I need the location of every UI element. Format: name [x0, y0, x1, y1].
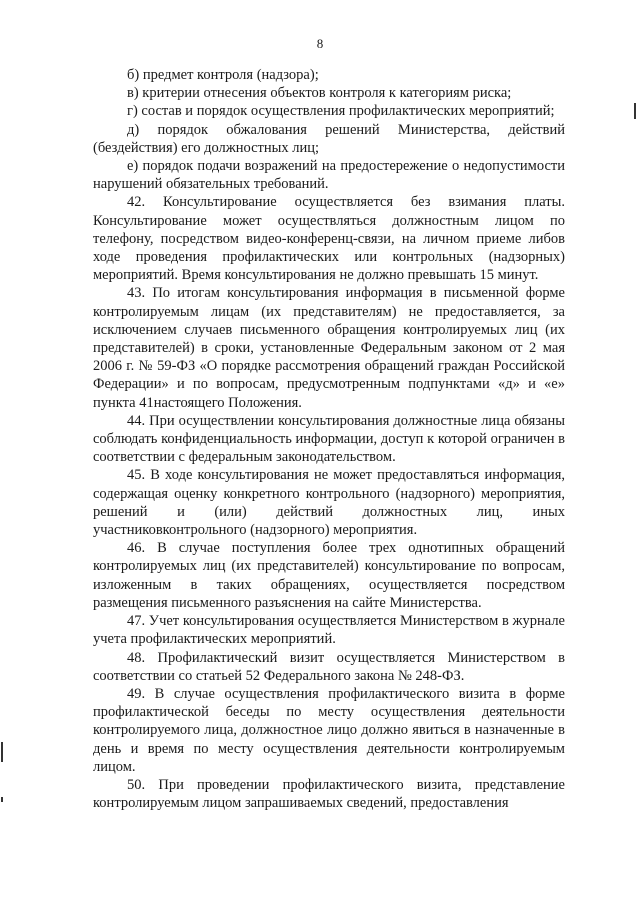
scan-margin-mark-left-small [1, 797, 3, 802]
list-item-b: б) предмет контроля (надзора); [127, 67, 319, 83]
clause-48: 48. Профилактический визит осуществляется Министерством в соответствии со статьей 52 Федерального закона № 248-ФЗ. [93, 649, 565, 684]
clause-49: 49. В случае осуществления профилактического визита в форме профилактической беседы по месту осуществления деятельности контролируемого лица, должностное лицо должно явиться в назначенные в день и время по месту осуществления деятельности контролируемым лицом. [93, 685, 565, 775]
clause-42: 42. Консультирование осуществляется без взимания платы. Консультирование может осуществляться должностным лицом по телефону, посредством видео-конференц-связи, на личном приеме либов ходе проведения профилактических или контрольных (надзорных) мероприятий. Время консультирования не должно превышать 15 минут. [93, 194, 565, 284]
page-number: 8 [316, 36, 324, 51]
list-item-g: г) состав и порядок осуществления профилактических мероприятий; [127, 103, 555, 120]
scan-margin-mark-right [634, 103, 636, 119]
list-item-e: е) порядок подачи возражений на предостережение о недопустимости нарушений обязательных требований. [93, 158, 565, 193]
clause-44: 44. При осуществлении консультирования должностные лица обязаны соблюдать конфиденциальность информации, доступ к которой ограничен в соответствии с федеральным законодательством. [93, 412, 565, 466]
list-item-v: в) критерии отнесения объектов контроля к категориям риска; [127, 85, 512, 102]
clause-45: 45. В ходе консультирования не может предоставляться информация, содержащая оценку конкретного контрольного (надзорного) мероприятия, решений и (или) действий должностных лиц, иных участниковконтрольного (надзорного) мероприятия. [93, 467, 565, 539]
list-item-d: д) порядок обжалования решений Министерства, действий (бездействия) его должностных лиц; [93, 121, 565, 156]
document-body [93, 66, 565, 812]
clause-50: 50. При проведении профилактического визита, представление контролируемым лицом запрашиваемых сведений, предоставления [93, 776, 565, 812]
scan-margin-mark-left [1, 742, 3, 762]
clause-47: 47. Учет консультирования осуществляется Министерством в журнале учета профилактических мероприятий. [93, 613, 565, 648]
clause-46: 46. В случае поступления более трех однотипных обращений контролируемых лиц (их представителей) консультирование по вопросам, изложенным в таких обращениях, осуществляется посредством размещения письменного разъяснения на сайте Министерства. [93, 540, 565, 611]
clause-43: 43. По итогам консультирования информация в письменной форме контролируемым лицам (их представителям) не предоставляется, за исключением случаев письменного обращения контролируемых лиц (их представителей) в сроки, установленные Федеральным законом от 2 мая 2006 г. № 59-ФЗ «О порядке рассмотрения обращений граждан Российской Федерации» и по вопросам, предусмотренным подпунктами «д» и «е» пункта 41настоящего Положения. [93, 285, 565, 411]
